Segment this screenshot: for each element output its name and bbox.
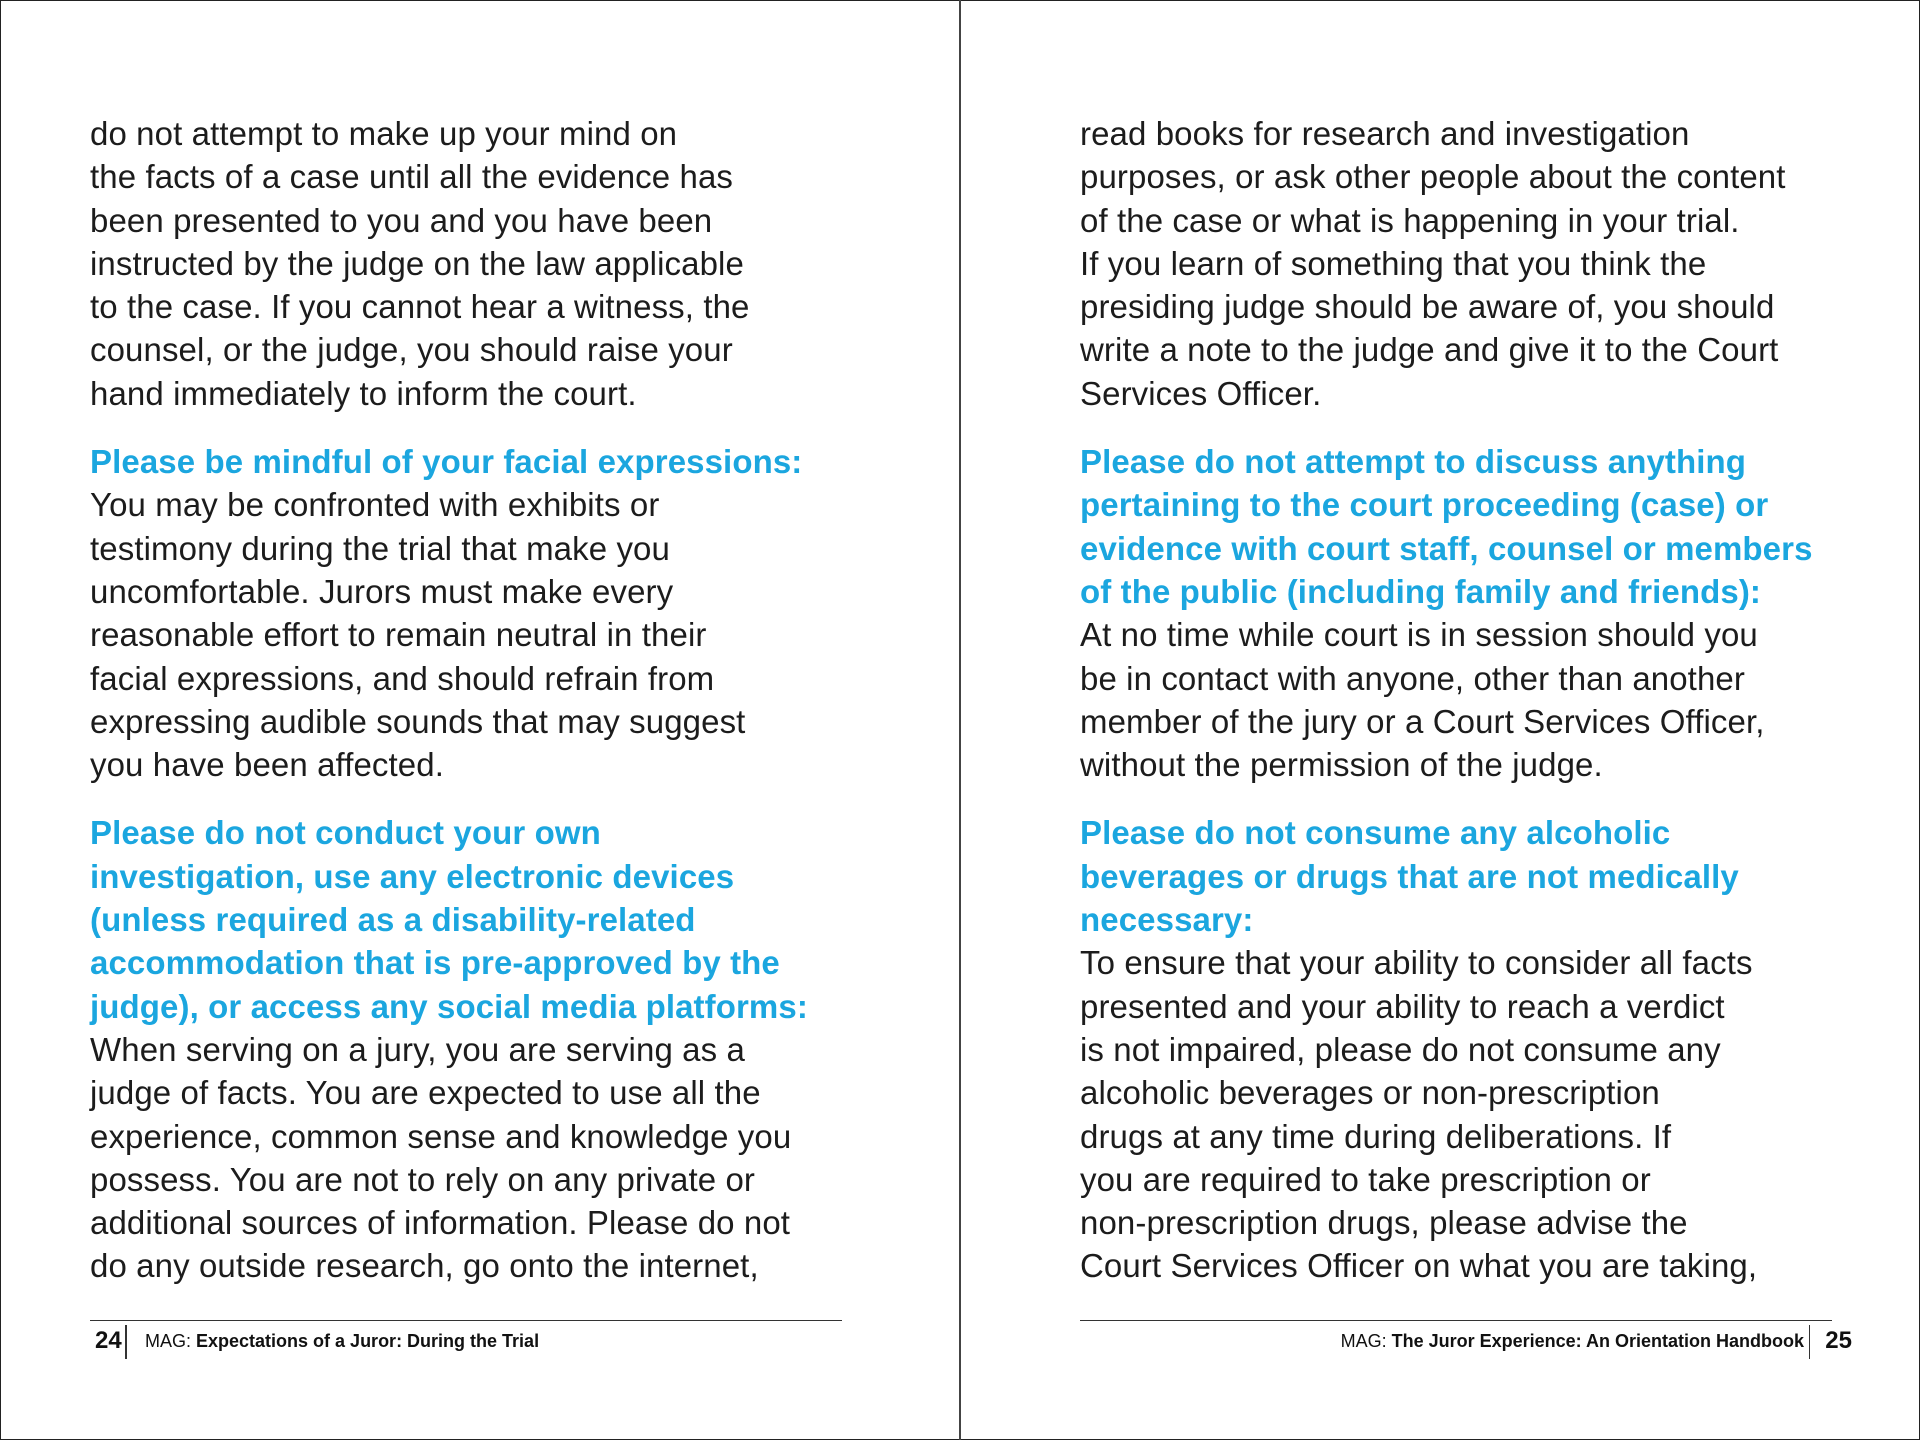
section-heading: Please be mindful of your facial expressions: <box>90 443 803 481</box>
section-heading: Please do not attempt to discuss anything <box>1080 443 1747 481</box>
section-heading: Please do not conduct your own <box>90 814 601 852</box>
body-line: reasonable effort to remain neutral in their <box>90 616 707 654</box>
body-line: purposes, or ask other people about the content <box>1080 158 1786 196</box>
right-page-footer <box>1080 1320 1852 1361</box>
body-line: presiding judge should be aware of, you should <box>1080 288 1775 326</box>
body-line: To ensure that your ability to consider all facts <box>1080 944 1753 982</box>
paragraph <box>90 440 850 786</box>
body-line: to the case. If you cannot hear a witness, the <box>90 288 750 326</box>
section-heading: beverages or drugs that are not medically <box>1080 857 1739 895</box>
body-line: experience, common sense and knowledge you <box>90 1117 792 1155</box>
page-number: 25 <box>1825 1327 1852 1354</box>
page-number: 24 <box>95 1327 122 1354</box>
body-line: judge of facts. You are expected to use all the <box>90 1074 761 1112</box>
body-line: read books for research and investigation <box>1080 115 1690 152</box>
left-page-footer <box>90 1320 842 1361</box>
body-line: do not attempt to make up your mind on <box>90 115 678 152</box>
body-line: you are required to take prescription or <box>1080 1160 1651 1198</box>
footer-divider <box>125 1325 127 1359</box>
paragraph <box>90 112 850 415</box>
body-line: possess. You are not to rely on any private or <box>90 1160 756 1198</box>
footer-divider <box>1809 1325 1811 1359</box>
left-page <box>90 112 850 1313</box>
body-line: member of the jury or a Court Services Officer, <box>1080 702 1765 740</box>
body-line: When serving on a jury, you are serving as a <box>90 1030 745 1068</box>
section-heading: (unless required as a disability-related <box>90 901 696 939</box>
section-heading: evidence with court staff, counsel or members <box>1080 529 1813 567</box>
section-heading: necessary: <box>1080 901 1254 939</box>
section-heading: accommodation that is pre-approved by the <box>90 944 780 982</box>
paragraph <box>90 811 850 1287</box>
running-footer <box>1341 1331 1804 1352</box>
body-line: been presented to you and you have been <box>90 201 713 239</box>
body-line: counsel, or the judge, you should raise your <box>90 331 733 369</box>
body-line: write a note to the judge and give it to the Court <box>1080 331 1779 369</box>
body-line: instructed by the judge on the law applicable <box>90 244 744 282</box>
section-heading: Please do not consume any alcoholic <box>1080 814 1671 852</box>
section-heading: investigation, use any electronic devices <box>90 857 735 895</box>
body-line: At no time while court is in session should you <box>1080 616 1758 654</box>
running-footer <box>145 1331 539 1352</box>
section-heading: judge), or access any social media platforms: <box>90 987 808 1025</box>
footer-prefix: MAG: <box>1340 1331 1392 1351</box>
body-line: facial expressions, and should refrain from <box>90 659 715 697</box>
section-heading: pertaining to the court proceeding (case) or <box>1080 486 1769 524</box>
section-heading: of the public (including family and friends): <box>1080 572 1761 610</box>
body-line: You may be confronted with exhibits or <box>90 486 660 524</box>
footer-title: Expectations of a Juror: During the Trial <box>196 1331 540 1351</box>
body-line: you have been affected. <box>90 746 444 784</box>
body-line: Services Officer. <box>1080 374 1322 412</box>
body-line: expressing audible sounds that may suggest <box>90 702 746 740</box>
body-line: hand immediately to inform the court. <box>90 374 637 412</box>
body-line: be in contact with anyone, other than another <box>1080 659 1745 697</box>
body-line: additional sources of information. Please do not <box>90 1204 791 1242</box>
body-line: is not impaired, please do not consume any <box>1080 1030 1721 1068</box>
body-line: without the permission of the judge. <box>1080 746 1603 784</box>
paragraph <box>1080 112 1840 415</box>
body-line: of the case or what is happening in your trial. <box>1080 201 1740 239</box>
body-line: Court Services Officer on what you are taking, <box>1080 1247 1758 1285</box>
book-spine-divider <box>959 0 961 1440</box>
body-line: non-prescription drugs, please advise the <box>1080 1204 1688 1242</box>
body-line: uncomfortable. Jurors must make every <box>90 572 674 610</box>
paragraph <box>1080 440 1840 786</box>
footer-title: The Juror Experience: An Orientation Handbook <box>1391 1331 1804 1351</box>
right-page <box>1080 112 1840 1313</box>
footer-prefix: MAG: <box>145 1331 197 1351</box>
paragraph <box>1080 811 1840 1287</box>
body-line: alcoholic beverages or non-prescription <box>1080 1074 1660 1112</box>
body-line: testimony during the trial that make you <box>90 529 670 567</box>
body-line: drugs at any time during deliberations. If <box>1080 1117 1672 1155</box>
body-line: do any outside research, go onto the internet, <box>90 1247 759 1285</box>
body-line: If you learn of something that you think the <box>1080 244 1707 282</box>
body-line: the facts of a case until all the evidence has <box>90 158 733 196</box>
body-line: presented and your ability to reach a verdict <box>1080 987 1725 1025</box>
